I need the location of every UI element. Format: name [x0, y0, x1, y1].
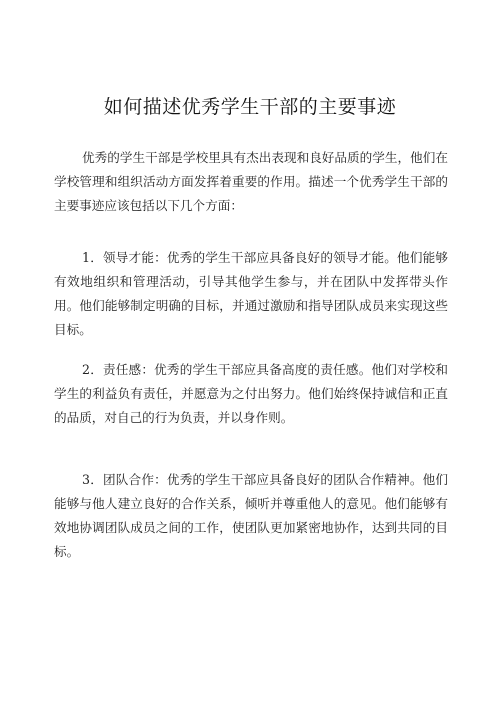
- document-title: 如何描述优秀学生干部的主要事迹: [103, 96, 397, 118]
- intro-paragraph: 优秀的学生干部是学校里具有杰出表现和良好品质的学生，他们在学校管理和组织活动方面发挥着重要的作用。描述一个优秀学生干部的主要事迹应该包括以下几个方面：: [54, 150, 448, 213]
- point-leadership: 1．领导才能：优秀的学生干部应具备良好的领导才能。他们能够有效地组织和管理活动，引导其他学生参与，并在团队中发挥带头作用。他们能够制定明确的目标，并通过激励和指导团队成员来实现这些目标。: [54, 250, 448, 337]
- point-teamwork: 3．团队合作：优秀的学生干部应具备良好的团队合作精神。他们能够与他人建立良好的合作关系，倾听并尊重他人的意见。他们能够有效地协调团队成员之间的工作，使团队更加紧密地协作，达到共同的目标。: [54, 472, 448, 559]
- point-responsibility: 2．责任感：优秀的学生干部应具备高度的责任感。他们对学校和学生的利益负有责任，并愿意为之付出努力。他们始终保持诚信和正直的品质，对自己的行为负责，并以身作则。: [54, 362, 448, 425]
